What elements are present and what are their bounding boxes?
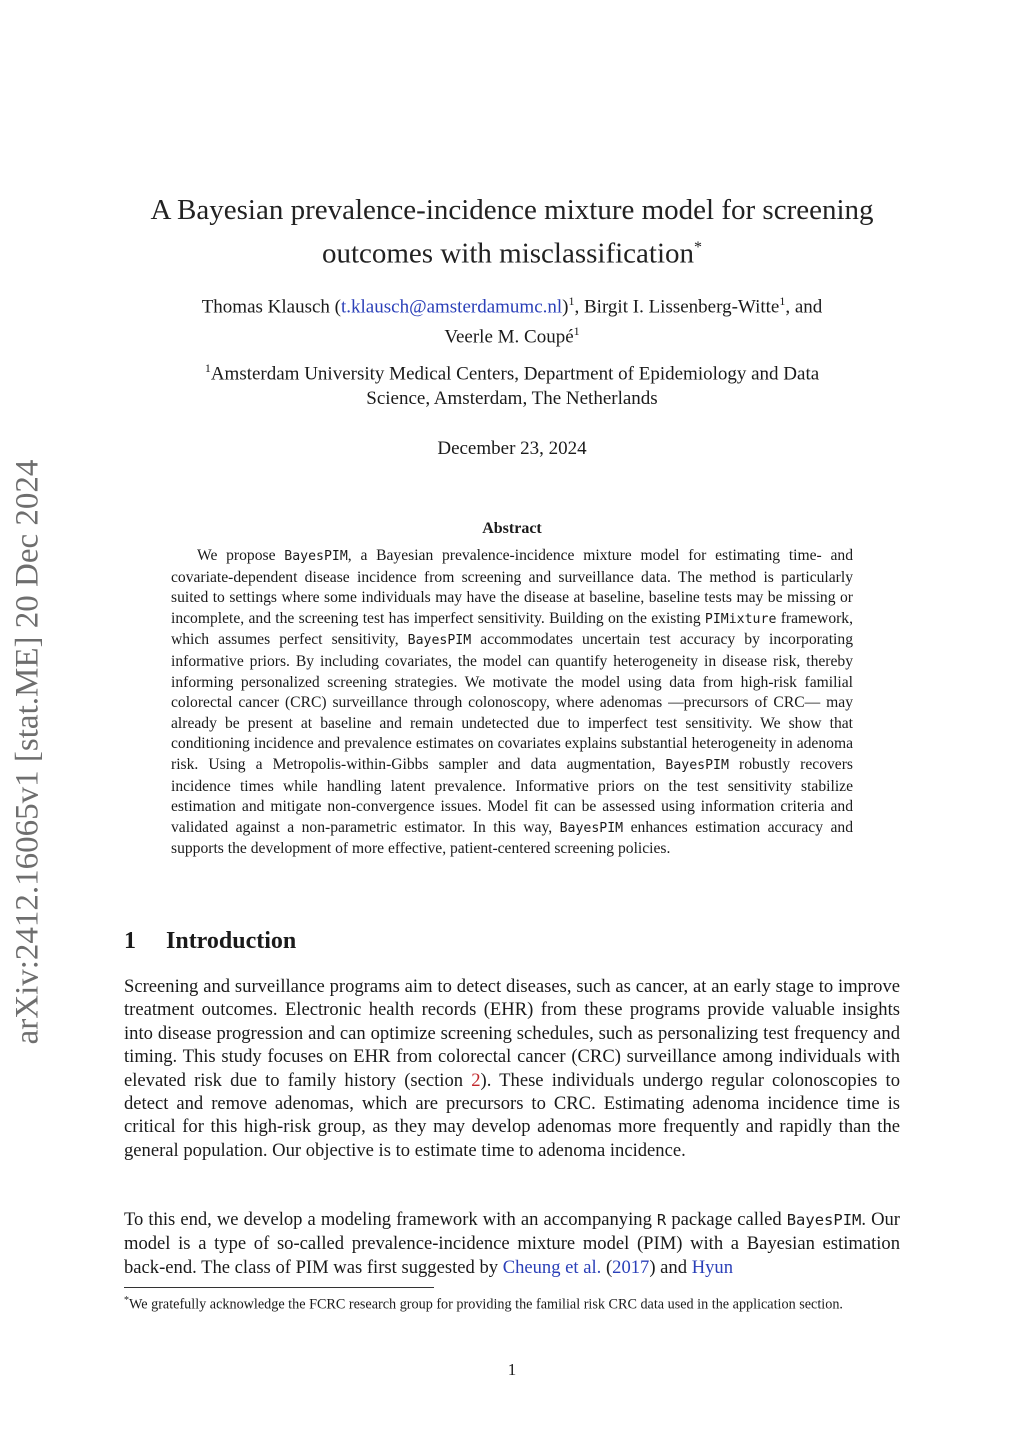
citation-link[interactable]: Cheung et al.: [502, 1256, 602, 1278]
footnote-text: We gratefully acknowledge the FCRC research group for providing the familial risk CRC data used in the application section.: [129, 1296, 843, 1313]
affiliation: [110, 356, 914, 411]
affiliation-mark: 1: [204, 361, 211, 375]
section-heading: [124, 928, 296, 955]
author-2-affil: 1: [779, 294, 786, 308]
abstract-text: framework, which assumes perfect sensitivity,: [171, 609, 853, 649]
paper-title: [110, 192, 914, 273]
abstract-code: BayesPIM: [284, 549, 348, 564]
body-text: (: [601, 1256, 613, 1278]
section-reference-link[interactable]: 2: [471, 1069, 481, 1091]
abstract-text: robustly recovers incidence times while handling latent prevalence. Informative priors on the test sensitivity stabilize estimation and mitigate non-convergence issues. Model fit can be assessed using information criteria and validated against a non-parametric estimator. In this way,: [171, 755, 853, 836]
author-email-link[interactable]: t.klausch@amsterdamumc.nl: [341, 296, 563, 318]
intro-paragraph-2: [124, 1208, 900, 1279]
author-3-affil: 1: [573, 324, 580, 339]
section-title: Introduction: [166, 928, 297, 954]
section-number: 1: [124, 928, 136, 954]
body-text: ) and: [649, 1256, 692, 1278]
footnote: [124, 1291, 900, 1315]
title-line-1: A Bayesian prevalence-incidence mixture model for screening: [150, 194, 874, 226]
intro-paragraph-1: [124, 975, 900, 1162]
author-1-affil: 1: [568, 294, 575, 308]
body-text: To this end, we develop a modeling framework with an accompanying: [124, 1209, 657, 1230]
citation-year-link[interactable]: 2017: [612, 1256, 650, 1278]
author-1-close: ): [562, 296, 569, 318]
abstract-code: BayesPIM: [407, 633, 472, 649]
body-text: Screening and surveillance programs aim to detect diseases, such as cancer, at an early stage to improve treatment outcomes. Electronic health records (EHR) from these programs provide valuable insights into disease progression and can optimize screening schedules, such as personalizing test frequency and timing. This study focuses on EHR from colorectal cancer (CRC) surveillance among individuals with elevated risk due to family history (section: [124, 976, 900, 1091]
abstract-text: accommodates uncertain test accuracy by incorporating informative priors. By including covariates, the model can quantify heterogeneity in disease risk, thereby informing personalized screening strategies. We motivate the model using data from high-risk familial colorectal cancer (CRC) surveillance through colonoscopy, where adenomas —precursors of CRC— may already be present at baseline and remain undetected due to imperfect test sensitivity. We show that conditioning incidence and prevalence estimates on covariates explains substantial heterogeneity in adenoma risk. Using a Metropolis-within-Gibbs sampler and data augmentation,: [171, 631, 853, 773]
author-3: Veerle M. Coupé: [444, 326, 574, 348]
paper-date: December 23, 2024: [437, 438, 587, 459]
abstract-body: [171, 546, 853, 860]
abstract-code: PIMixture: [704, 611, 777, 627]
body-text: ). These individuals undergo regular colonoscopies to detect and remove adenomas, which are precursors to CRC. Estimating adenoma incidence time is critical for this high-risk group, as they may develop adenomas more frequently and rapidly than the general population. Our objective is to estimate time to adenoma incidence.: [124, 1069, 900, 1161]
author-list: [110, 289, 914, 350]
footnote-mark: *: [124, 1295, 129, 1306]
abstract-text: We propose: [197, 547, 285, 564]
abstract-heading: Abstract: [482, 520, 542, 537]
affiliation-line-1: Amsterdam University Medical Centers, Department of Epidemiology and Data: [210, 363, 820, 385]
page-number: 1: [507, 1360, 517, 1379]
body-text: package called: [666, 1209, 787, 1230]
inline-code: BayesPIM: [786, 1211, 862, 1229]
title-line-2: outcomes with misclassification: [321, 237, 695, 270]
affiliation-line-2: Science, Amsterdam, The Netherlands: [366, 388, 658, 410]
abstract-code: BayesPIM: [559, 820, 624, 836]
arxiv-stamp: arXiv:2412.16065v1 [stat.ME] 20 Dec 2024: [9, 459, 46, 1045]
footnote-rule: [124, 1287, 434, 1288]
title-footnote-mark: *: [694, 239, 703, 256]
author-and: , and: [785, 296, 823, 318]
abstract-text: , a Bayesian prevalence-incidence mixture model for estimating time- and covariate-dependent disease incidence from screening and surveillance data. The method is particularly suited to settings where some individuals may have the disease at baseline, baseline tests may be missing or incomplete, and the screening test has imperfect sensitivity. Building on the existing: [171, 547, 853, 627]
author-1: Thomas Klausch (: [201, 296, 341, 318]
inline-code: R: [656, 1211, 667, 1229]
abstract-text: enhances estimation accuracy and supports the development of more effective, patient-centered screening policies.: [171, 818, 853, 858]
citation-link[interactable]: Hyun: [691, 1256, 734, 1278]
abstract-code: BayesPIM: [665, 757, 729, 773]
author-2: , Birgit I. Lissenberg-Witte: [574, 296, 780, 318]
body-text: . Our model is a type of so-called prevalence-incidence mixture model (PIM) with a Bayesian estimation back-end. The class of PIM was first suggested by: [124, 1209, 900, 1278]
